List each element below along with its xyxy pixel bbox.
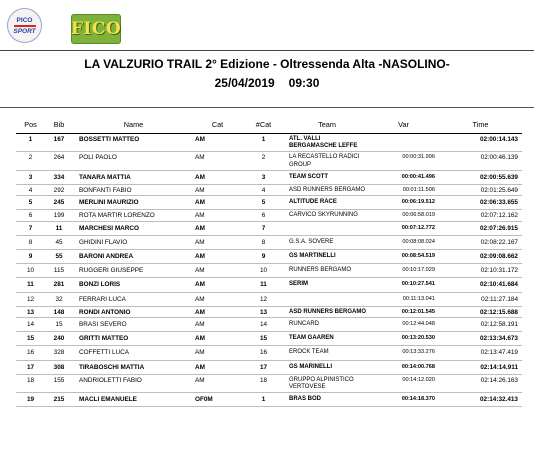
pico-logo-line2: SPORT	[13, 27, 36, 35]
cell-var: 00:11:13.041	[368, 292, 439, 306]
cell-time: 02:13:47.419	[439, 346, 522, 360]
table-row	[16, 278, 522, 292]
cell-pos: 4	[16, 185, 45, 196]
cell-ncat: 15	[241, 332, 286, 346]
cell-pos: 11	[16, 278, 45, 292]
cell-team: RUNCARD	[286, 318, 368, 332]
table-row	[16, 235, 522, 249]
cell-ncat: 10	[241, 264, 286, 278]
cell-ncat: 11	[241, 278, 286, 292]
cell-ncat: 9	[241, 250, 286, 264]
results-table	[16, 119, 522, 407]
cell-pos: 19	[16, 393, 45, 407]
cell-name: POLI PAOLO	[73, 152, 194, 170]
cell-bib: 45	[45, 235, 73, 249]
cell-bib: 245	[45, 196, 73, 210]
table-row	[16, 210, 522, 221]
table-row	[16, 292, 522, 306]
cell-bib: 115	[45, 264, 73, 278]
cell-time: 02:00:46.139	[439, 152, 522, 170]
cell-bib: 264	[45, 152, 73, 170]
results-body	[16, 134, 522, 407]
header-divider-top	[0, 50, 534, 51]
results-header-row	[16, 119, 522, 134]
cell-time: 02:06:33.655	[439, 196, 522, 210]
cell-time: 02:01:25.649	[439, 185, 522, 196]
cell-bib: 328	[45, 346, 73, 360]
cell-cat: AM	[194, 374, 241, 392]
table-row	[16, 374, 522, 392]
cell-bib: 281	[45, 278, 73, 292]
cell-ncat: 5	[241, 196, 286, 210]
cell-cat: AM	[194, 196, 241, 210]
cell-team: EROCK TEAM	[286, 346, 368, 360]
page-title: LA VALZURIO TRAIL 2° Edizione - Oltressenda Alta -NASOLINO-	[84, 57, 450, 71]
fico-logo-text: FICO	[70, 19, 122, 39]
cell-ncat: 12	[241, 292, 286, 306]
pico-logo-line1: PICO	[16, 16, 33, 24]
cell-bib: 15	[45, 318, 73, 332]
table-row	[16, 318, 522, 332]
col-header-pos: Pos	[16, 119, 45, 134]
cell-ncat: 18	[241, 374, 286, 392]
col-header-ncat: #Cat	[241, 119, 286, 134]
cell-time: 02:00:14.143	[439, 134, 522, 152]
col-header-team: Team	[286, 119, 368, 134]
cell-bib: 308	[45, 360, 73, 374]
cell-team: TEAM GAAREN	[286, 332, 368, 346]
cell-name: MERLINI MAURIZIO	[73, 196, 194, 210]
cell-var: 00:14:00.768	[368, 360, 439, 374]
cell-team: LA RECASTELLO RADICI GROUP	[286, 152, 368, 170]
cell-team: CARVICO SKYRUNNING	[286, 210, 368, 221]
cell-pos: 6	[16, 210, 45, 221]
cell-team: GS MARTINELLI	[286, 250, 368, 264]
cell-cat: AM	[194, 318, 241, 332]
cell-team	[286, 292, 368, 306]
cell-name: COFFETTI LUCA	[73, 346, 194, 360]
cell-bib: 32	[45, 292, 73, 306]
cell-time: 02:00:55.639	[439, 170, 522, 184]
cell-var: 00:13:33.276	[368, 346, 439, 360]
cell-team: G.S.A. SOVERE	[286, 235, 368, 249]
cell-team	[286, 221, 368, 235]
cell-team: ASD RUNNERS BERGAMO	[286, 185, 368, 196]
cell-bib: 11	[45, 221, 73, 235]
cell-pos: 18	[16, 374, 45, 392]
cell-ncat: 13	[241, 306, 286, 317]
cell-time: 02:07:26.915	[439, 221, 522, 235]
pico-logo-bar	[14, 25, 36, 27]
table-row	[16, 346, 522, 360]
table-row	[16, 306, 522, 317]
cell-pos: 2	[16, 152, 45, 170]
cell-team: GS MARINELLI	[286, 360, 368, 374]
cell-var: 00:07:12.772	[368, 221, 439, 235]
cell-cat: AM	[194, 278, 241, 292]
cell-ncat: 3	[241, 170, 286, 184]
race-datetime	[0, 76, 534, 90]
cell-pos: 1	[16, 134, 45, 152]
cell-bib: 334	[45, 170, 73, 184]
cell-var: 00:12:44.048	[368, 318, 439, 332]
cell-name: RUGGERI GIUSEPPE	[73, 264, 194, 278]
cell-time: 02:14:32.413	[439, 393, 522, 407]
cell-team: ASD RUNNERS BERGAMO	[286, 306, 368, 317]
cell-name: BRASI SEVERO	[73, 318, 194, 332]
cell-name: GRITTI MATTEO	[73, 332, 194, 346]
table-row	[16, 221, 522, 235]
cell-bib: 199	[45, 210, 73, 221]
cell-var: 00:14:18.370	[368, 393, 439, 407]
cell-var: 00:08:08.024	[368, 235, 439, 249]
cell-pos: 8	[16, 235, 45, 249]
col-header-bib: Bib	[45, 119, 73, 134]
cell-var: 00:01:11.506	[368, 185, 439, 196]
cell-var: 00:10:17.029	[368, 264, 439, 278]
cell-name: ROTA MARTIR LORENZO	[73, 210, 194, 221]
col-header-name: Name	[73, 119, 194, 134]
cell-cat: AM	[194, 306, 241, 317]
cell-cat: AM	[194, 170, 241, 184]
table-row	[16, 196, 522, 210]
cell-cat: AM	[194, 250, 241, 264]
race-date: 25/04/2019	[214, 76, 275, 90]
race-time: 09:30	[288, 76, 320, 90]
cell-pos: 14	[16, 318, 45, 332]
table-row	[16, 264, 522, 278]
col-header-var: Var	[368, 119, 439, 134]
cell-pos: 16	[16, 346, 45, 360]
cell-bib: 240	[45, 332, 73, 346]
cell-pos: 13	[16, 306, 45, 317]
cell-cat: AM	[194, 360, 241, 374]
cell-name: RONDI ANTONIO	[73, 306, 194, 317]
cell-var: 00:10:27.541	[368, 278, 439, 292]
cell-cat: AM	[194, 346, 241, 360]
cell-bib: 167	[45, 134, 73, 152]
table-row	[16, 134, 522, 152]
cell-time: 02:09:08.662	[439, 250, 522, 264]
table-row	[16, 170, 522, 184]
cell-team: TEAM SCOTT	[286, 170, 368, 184]
table-row	[16, 152, 522, 170]
col-header-time: Time	[439, 119, 522, 134]
cell-time: 02:14:14.911	[439, 360, 522, 374]
pico-sport-logo	[7, 8, 42, 43]
cell-team: ATL. VALLI BERGAMASCHE LEFFE	[286, 134, 368, 152]
cell-time: 02:11:27.184	[439, 292, 522, 306]
cell-var: 00:00:41.496	[368, 170, 439, 184]
cell-cat: AM	[194, 152, 241, 170]
cell-cat: AM	[194, 235, 241, 249]
cell-pos: 7	[16, 221, 45, 235]
cell-pos: 17	[16, 360, 45, 374]
cell-bib: 55	[45, 250, 73, 264]
cell-cat: AM	[194, 264, 241, 278]
header-divider-bottom	[0, 107, 534, 108]
cell-var: 00:14:12.020	[368, 374, 439, 392]
cell-time: 02:07:12.162	[439, 210, 522, 221]
cell-name: BONZI LORIS	[73, 278, 194, 292]
cell-name: TANARA MATTIA	[73, 170, 194, 184]
cell-name: FERRARI LUCA	[73, 292, 194, 306]
cell-ncat: 1	[241, 393, 286, 407]
cell-var: 00:00:31.996	[368, 152, 439, 170]
cell-time: 02:10:31.172	[439, 264, 522, 278]
cell-ncat: 16	[241, 346, 286, 360]
cell-pos: 10	[16, 264, 45, 278]
fico-logo	[71, 14, 121, 44]
cell-pos: 12	[16, 292, 45, 306]
cell-var: 00:13:20.530	[368, 332, 439, 346]
cell-team: ALTITUDE RACE	[286, 196, 368, 210]
cell-name: MACLI EMANUELE	[73, 393, 194, 407]
col-header-cat: Cat	[194, 119, 241, 134]
cell-cat: OF0M	[194, 393, 241, 407]
cell-time: 02:08:22.167	[439, 235, 522, 249]
table-row	[16, 332, 522, 346]
cell-cat: AM	[194, 332, 241, 346]
cell-var: 00:06:19.512	[368, 196, 439, 210]
table-row	[16, 360, 522, 374]
cell-time: 02:10:41.684	[439, 278, 522, 292]
cell-name: BOSSETTI MATTEO	[73, 134, 194, 152]
cell-var: 00:12:01.545	[368, 306, 439, 317]
cell-name: ANDRIOLETTI FABIO	[73, 374, 194, 392]
cell-ncat: 8	[241, 235, 286, 249]
cell-cat: AM	[194, 134, 241, 152]
cell-bib: 215	[45, 393, 73, 407]
cell-time: 02:12:58.191	[439, 318, 522, 332]
cell-name: MARCHESI MARCO	[73, 221, 194, 235]
cell-var	[368, 134, 439, 152]
cell-cat: AM	[194, 292, 241, 306]
cell-name: GHIDINI FLAVIO	[73, 235, 194, 249]
cell-ncat: 2	[241, 152, 286, 170]
cell-time: 02:13:34.673	[439, 332, 522, 346]
table-row	[16, 250, 522, 264]
cell-pos: 15	[16, 332, 45, 346]
cell-cat: AM	[194, 185, 241, 196]
cell-bib: 148	[45, 306, 73, 317]
cell-bib: 292	[45, 185, 73, 196]
table-row	[16, 185, 522, 196]
cell-ncat: 17	[241, 360, 286, 374]
cell-pos: 5	[16, 196, 45, 210]
cell-ncat: 14	[241, 318, 286, 332]
table-row	[16, 393, 522, 407]
cell-team: RUNNERS BERGAMO	[286, 264, 368, 278]
cell-team: GRUPPO ALPINISTICO VERTOVESE	[286, 374, 368, 392]
cell-cat: AM	[194, 221, 241, 235]
cell-time: 02:12:15.688	[439, 306, 522, 317]
cell-ncat: 7	[241, 221, 286, 235]
cell-var: 00:06:58.019	[368, 210, 439, 221]
cell-name: BARONI ANDREA	[73, 250, 194, 264]
cell-pos: 9	[16, 250, 45, 264]
cell-pos: 3	[16, 170, 45, 184]
cell-time: 02:14:26.163	[439, 374, 522, 392]
cell-name: BONFANTI FABIO	[73, 185, 194, 196]
cell-ncat: 1	[241, 134, 286, 152]
cell-team: BRAS BOD	[286, 393, 368, 407]
cell-ncat: 6	[241, 210, 286, 221]
cell-cat: AM	[194, 210, 241, 221]
cell-name: TIRABOSCHI MATTIA	[73, 360, 194, 374]
cell-team: SERIM	[286, 278, 368, 292]
cell-ncat: 4	[241, 185, 286, 196]
cell-bib: 155	[45, 374, 73, 392]
cell-var: 00:08:54.519	[368, 250, 439, 264]
